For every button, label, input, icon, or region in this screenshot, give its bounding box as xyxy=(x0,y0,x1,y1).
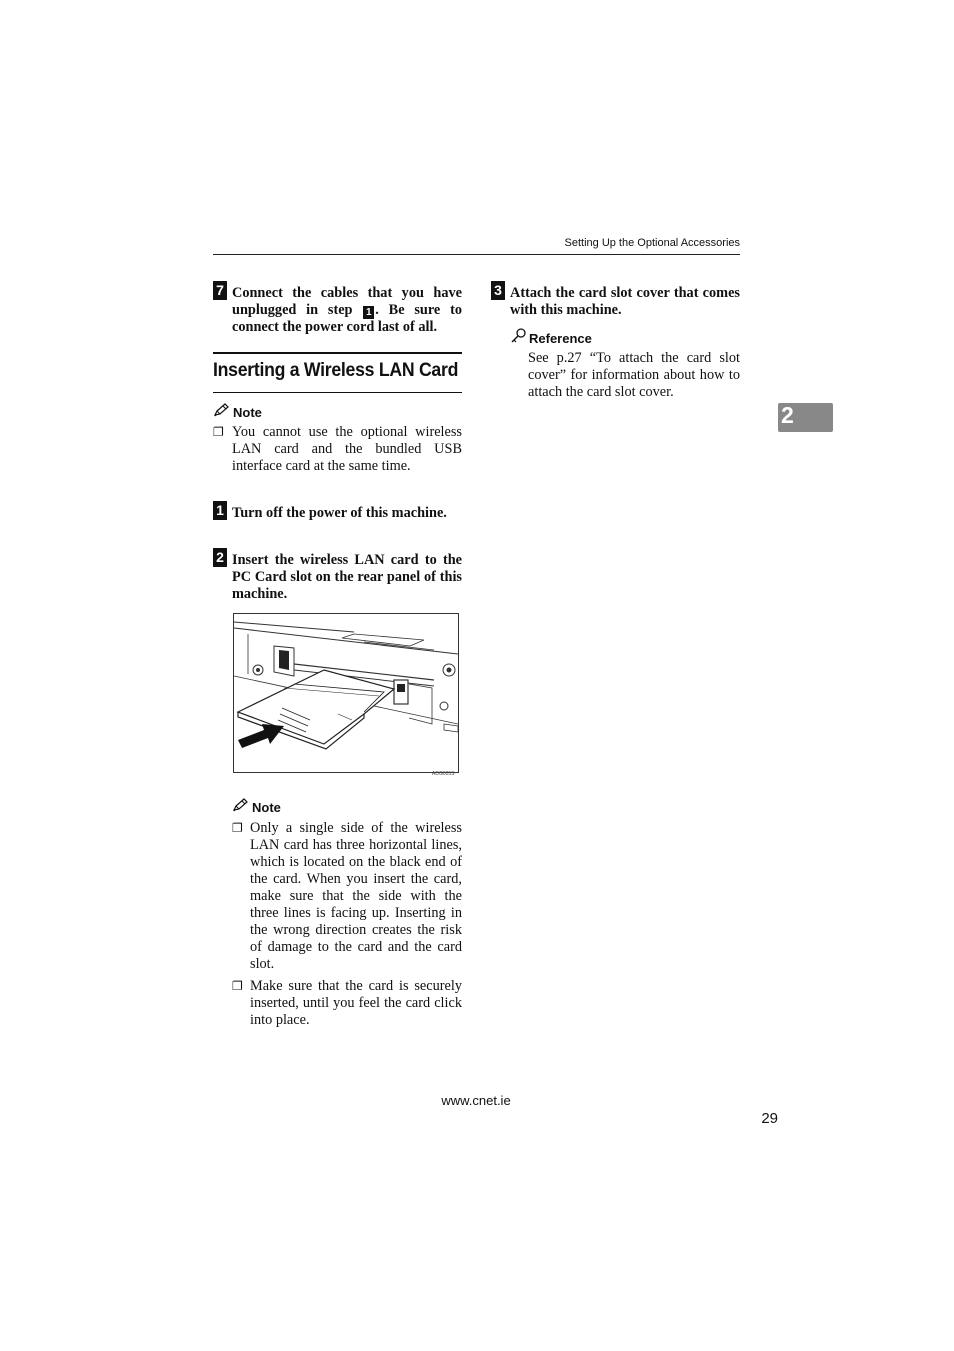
step-7-marker xyxy=(213,281,227,300)
reference-text: See p.27 “To attach the card slot cover” for information about how to attach the card slot cover. xyxy=(528,350,740,400)
running-header: Setting Up the Optional Accessories xyxy=(564,237,740,249)
step-7-text xyxy=(232,285,462,336)
footer-url: www.cnet.ie xyxy=(441,1093,511,1108)
note-2-item xyxy=(232,820,462,973)
step-number: 7 xyxy=(213,281,227,300)
step-2-marker xyxy=(213,548,227,567)
note-2-item xyxy=(232,978,462,1029)
step-2-text: Insert the wireless LAN card to the PC Card slot on the rear panel of this machine. xyxy=(232,552,462,602)
checkbox-icon: ❐ xyxy=(232,979,243,993)
section-title: Inserting a Wireless LAN Card xyxy=(213,360,459,381)
step-reference-badge: 1 xyxy=(363,306,374,319)
reference-heading: Reference xyxy=(529,331,592,346)
note-1-list xyxy=(213,424,462,475)
step-number: 1 xyxy=(213,501,227,520)
step-1-marker xyxy=(213,501,227,520)
figure-code: ADG005S xyxy=(432,771,455,777)
step-1-text: Turn off the power of this machine. xyxy=(232,505,447,521)
reference-heading-row xyxy=(510,328,592,349)
checkbox-icon: ❐ xyxy=(232,821,243,835)
step-7-text-before: Connect the cables that you have unplugged in step xyxy=(232,285,462,318)
note-1-heading-row xyxy=(213,403,262,422)
step-number: 3 xyxy=(491,281,505,300)
pencil-icon xyxy=(232,798,249,817)
step-3-marker xyxy=(491,281,505,300)
note-2-item-text: Only a single side of the wireless LAN card has three horizontal lines, which is located on the black end of the card. When you insert the card, make sure that the side with the three lines is facing up. Inserting in the wrong direction creates the risk of damage to the card and the card slot. xyxy=(250,820,462,972)
checkbox-icon: ❐ xyxy=(213,425,224,439)
step-number: 2 xyxy=(213,548,227,567)
page-number: 29 xyxy=(761,1110,778,1127)
note-2-list xyxy=(232,820,462,1029)
note-2-item-text: Make sure that the card is securely inserted, until you feel the card click into place. xyxy=(250,978,462,1028)
note-1-heading: Note xyxy=(233,405,262,420)
step-3-text: Attach the card slot cover that comes with this machine. xyxy=(510,285,740,318)
note-1-item xyxy=(213,424,462,475)
key-icon xyxy=(510,328,527,349)
note-2-heading: Note xyxy=(252,800,281,815)
note-1-item-text: You cannot use the optional wireless LAN card and the bundled USB interface card at the same time. xyxy=(232,424,462,474)
header-rule xyxy=(213,254,740,255)
step-7-text-after: . Be sure to connect the power cord last of all. xyxy=(232,302,462,335)
pencil-icon xyxy=(213,403,230,422)
card-insertion-illustration xyxy=(233,613,459,773)
note-2-heading-row xyxy=(232,798,281,817)
chapter-number: 2 xyxy=(781,402,794,428)
